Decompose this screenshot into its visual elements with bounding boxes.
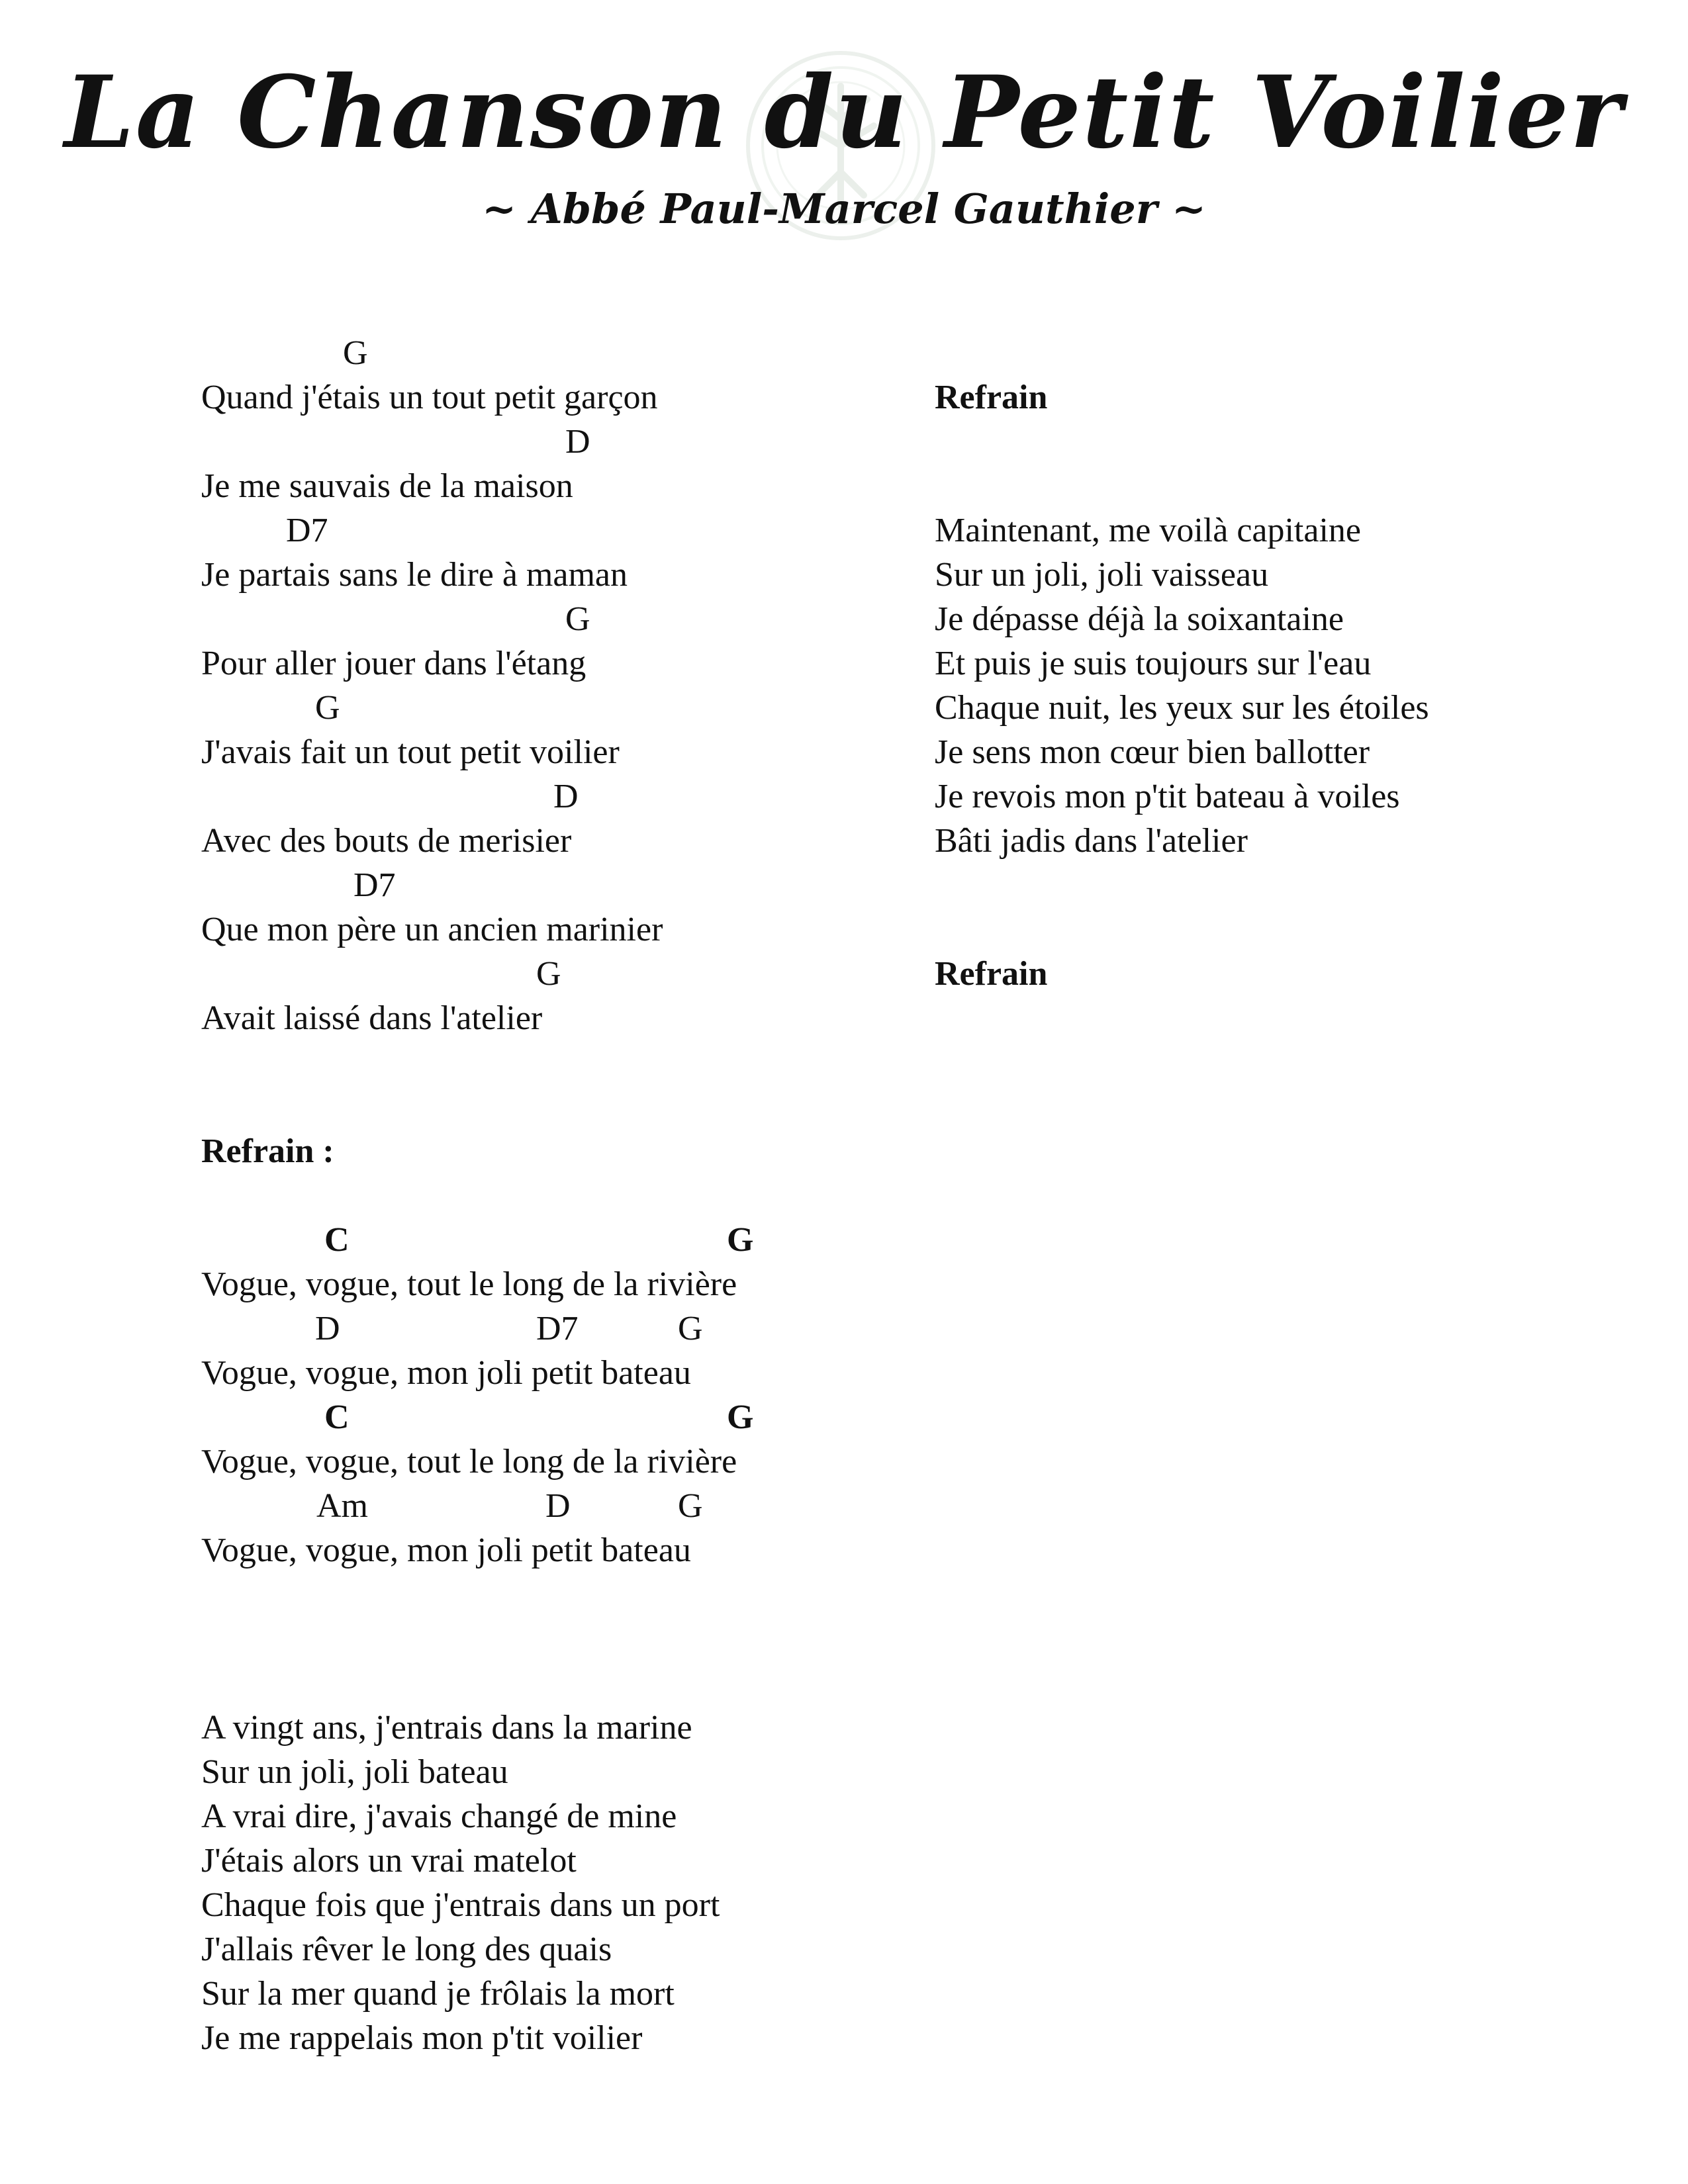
lyric-line: Pour aller jouer dans l'étang [201, 645, 586, 682]
spacer [935, 863, 1429, 952]
chord: G [727, 1398, 754, 1436]
refrain [201, 1218, 754, 1572]
chord: C [324, 1221, 350, 1259]
lyric-line: Je me rappelais mon p'tit voilier [201, 2019, 643, 2057]
chord-line [201, 1218, 754, 1262]
lyric-line: Sur un joli, joli bateau [201, 1753, 508, 1791]
lyric-line: Vogue, vogue, mon joli petit bateau [201, 1354, 691, 1392]
chord-line [201, 863, 737, 907]
lyric-line: Vogue, vogue, tout le long de la rivière [201, 1443, 737, 1480]
verse-2 [201, 1706, 737, 2060]
chord: D7 [353, 866, 396, 904]
chord: G [343, 334, 368, 372]
verse-3 [935, 508, 1429, 863]
chord-line [201, 774, 737, 819]
lyric-line: Je dépasse déjà la soixantaine [935, 600, 1344, 638]
lyric-line: Chaque nuit, les yeux sur les étoiles [935, 689, 1429, 727]
chord: D [553, 778, 579, 815]
lyric-line: Vogue, vogue, mon joli petit bateau [201, 1531, 691, 1569]
right-column [935, 375, 1429, 996]
spacer [201, 1617, 737, 1706]
chord-line [201, 952, 737, 996]
lyric-line: J'allais rêver le long des quais [201, 1931, 612, 1968]
chord: D [545, 1487, 571, 1525]
chord: G [727, 1221, 754, 1259]
chord-line [201, 597, 737, 641]
lyric-line: Chaque fois que j'entrais dans un port [201, 1886, 720, 1924]
lyric-line: Je sens mon cœur bien ballotter [935, 733, 1370, 771]
chord-line [201, 1484, 737, 1528]
refrain-heading: Refrain : [201, 1132, 334, 1170]
lyric-line: Avec des bouts de merisier [201, 822, 572, 860]
lyric-line: Que mon père un ancien marinier [201, 911, 663, 948]
lyric-line: Vogue, vogue, tout le long de la rivière [201, 1265, 737, 1303]
spacer [935, 420, 1429, 508]
chord: G [315, 689, 340, 727]
lyric-line: J'avais fait un tout petit voilier [201, 733, 620, 771]
chord-line [201, 1395, 754, 1439]
lyric-line: Sur un joli, joli vaisseau [935, 556, 1269, 594]
song-author: ~ Abbé Paul-Marcel Gauthier ~ [482, 185, 1206, 233]
chord-line [201, 686, 737, 730]
lyric-line: Je partais sans le dire à maman [201, 556, 628, 594]
chord: G [536, 955, 561, 993]
lyric-line: Bâti jadis dans l'atelier [935, 822, 1248, 860]
chord: G [678, 1310, 703, 1347]
chord-line [201, 1306, 737, 1351]
lyric-line: Sur la mer quand je frôlais la mort [201, 1975, 675, 2013]
spacer [201, 1173, 737, 1218]
chord: Am [316, 1487, 368, 1525]
spacer [201, 1572, 737, 1617]
lyric-line: A vingt ans, j'entrais dans la marine [201, 1709, 692, 1747]
lyric-line: Maintenant, me voilà capitaine [935, 512, 1361, 549]
chord: G [565, 600, 590, 638]
lyric-line: Avait laissé dans l'atelier [201, 999, 543, 1037]
song-title: La Chanson du Petit Voilier [64, 54, 1624, 171]
chord: D7 [536, 1310, 579, 1347]
chord-line [201, 420, 737, 464]
verse-1 [201, 331, 737, 1040]
chord-line [201, 331, 737, 375]
refrain-marker: Refrain [935, 379, 1048, 416]
chord: G [678, 1487, 703, 1525]
chord: D [315, 1310, 340, 1347]
lyric-line: J'étais alors un vrai matelot [201, 1842, 577, 1880]
left-column [201, 331, 754, 2060]
chord: D7 [286, 512, 328, 549]
chord: C [324, 1398, 350, 1436]
spacer [201, 1040, 737, 1129]
lyric-line: Et puis je suis toujours sur l'eau [935, 645, 1372, 682]
chord: D [565, 423, 590, 461]
refrain-marker: Refrain [935, 955, 1048, 993]
chord-line [201, 508, 737, 553]
lyric-line: A vrai dire, j'avais changé de mine [201, 1797, 677, 1835]
lyric-line: Je me sauvais de la maison [201, 467, 573, 505]
lyric-line: Quand j'étais un tout petit garçon [201, 379, 658, 416]
lyric-line: Je revois mon p'tit bateau à voiles [935, 778, 1400, 815]
